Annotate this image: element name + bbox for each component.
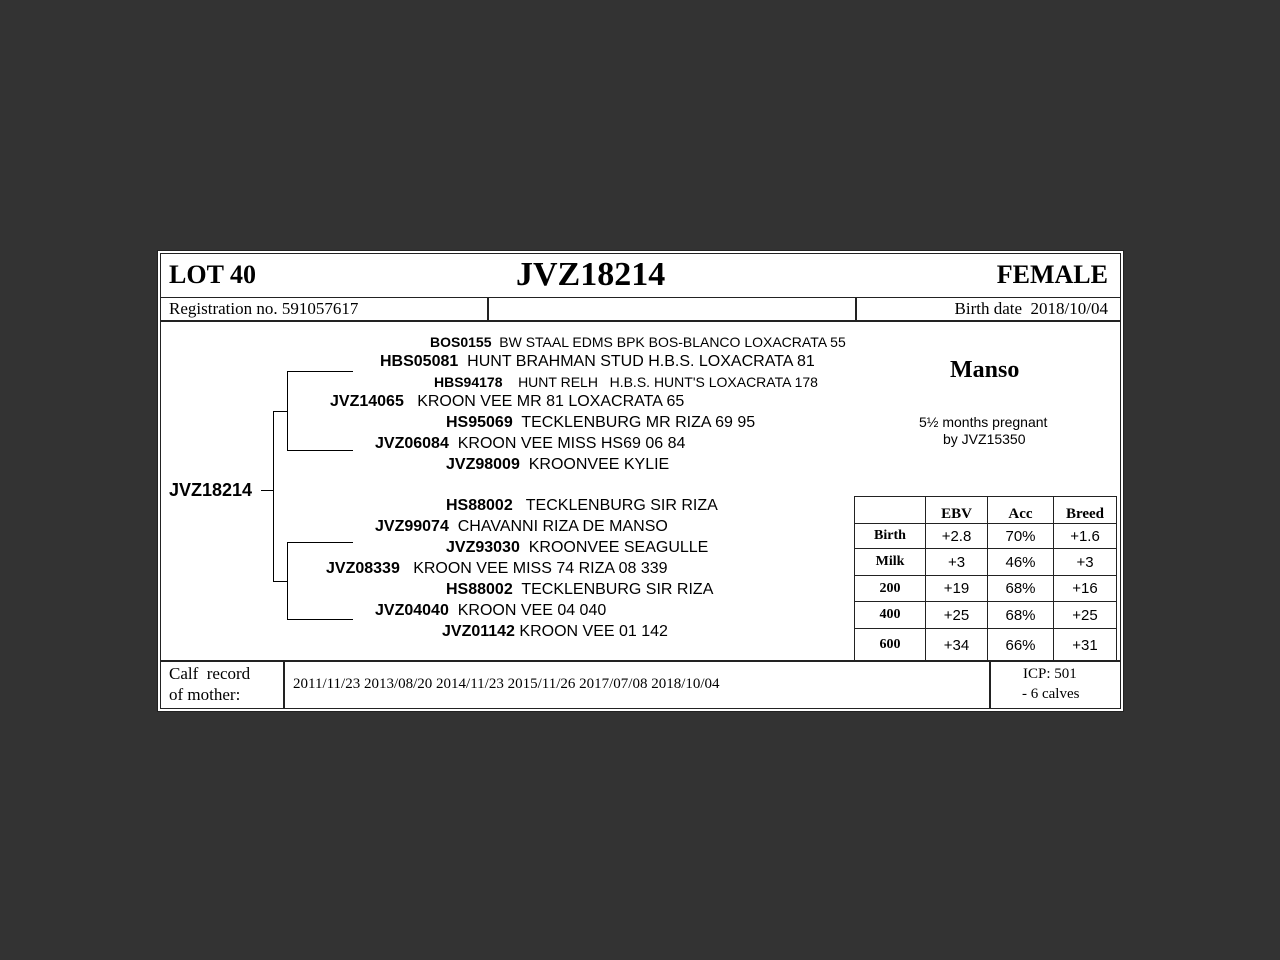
breed-value: +3 — [1054, 549, 1117, 576]
pedigree-code: JVZ93030 — [446, 539, 520, 556]
pedigree-name: TECKLENBURG MR RIZA 69 95 — [521, 414, 756, 431]
pedigree-code: HBS94178 — [434, 374, 503, 390]
pedigree-row — [330, 393, 684, 411]
table-row — [855, 576, 1117, 602]
table-row — [855, 549, 1117, 576]
breed-value: +31 — [1054, 629, 1117, 662]
pedigree-row — [434, 374, 818, 390]
pedigree-row — [380, 353, 815, 371]
pedigree-row — [446, 456, 669, 474]
lot-number: LOT 40 — [169, 260, 256, 289]
pedigree-row — [446, 497, 718, 515]
table-row — [855, 602, 1117, 629]
bracket-line — [287, 450, 353, 451]
bracket-line — [287, 619, 353, 620]
pedigree-subject: JVZ18214 — [169, 480, 253, 500]
pedigree-code: JVZ04040 — [375, 602, 449, 619]
table-row — [855, 629, 1117, 662]
bracket-line — [273, 411, 287, 412]
birth-date: Birth date 2018/10/04 — [954, 299, 1108, 318]
ebv-table — [854, 496, 1117, 662]
calves-count: - 6 calves — [1022, 686, 1080, 702]
pedigree-row — [430, 334, 846, 350]
pedigree-code: JVZ08339 — [326, 560, 400, 577]
pedigree-row — [446, 581, 713, 599]
acc-value: 66% — [988, 629, 1054, 662]
row-label: Birth — [855, 524, 926, 549]
registration-number: Registration no. 591057617 — [169, 299, 359, 318]
sire-note: by JVZ15350 — [943, 431, 1026, 447]
pedigree-code: JVZ99074 — [375, 518, 449, 535]
pedigree-code: HBS05081 — [380, 353, 459, 370]
acc-value: 68% — [988, 576, 1054, 602]
bracket-line — [287, 371, 288, 451]
ebv-value: +19 — [926, 576, 988, 602]
pedigree-code: BOS0155 — [430, 334, 492, 350]
pedigree-row — [442, 623, 668, 641]
ebv-value: +34 — [926, 629, 988, 662]
pedigree-name: HUNT RELH H.B.S. HUNT'S LOXACRATA 178 — [518, 374, 818, 390]
pedigree-code: HS88002 — [446, 581, 513, 598]
ebv-column-header: EBV — [926, 497, 988, 524]
pedigree-row — [446, 414, 755, 432]
row-label: 600 — [855, 629, 926, 662]
notes-title: Manso — [950, 357, 1020, 383]
pedigree-name: BW STAAL EDMS BPK BOS-BLANCO LOXACRATA 55 — [499, 334, 846, 350]
calf-record-dates: 2011/11/23 2013/08/20 2014/11/23 2015/11/26 2017/07/08 2018/10/04 — [293, 676, 720, 692]
pedigree-row — [326, 560, 668, 578]
breed-column-header: Breed — [1054, 497, 1117, 524]
acc-value: 46% — [988, 549, 1054, 576]
acc-value: 68% — [988, 602, 1054, 629]
acc-value: 70% — [988, 524, 1054, 549]
pedigree-row — [375, 518, 668, 536]
bracket-line — [273, 411, 274, 581]
animal-id-title: JVZ18214 — [516, 256, 666, 293]
calf-record-label: Calf record — [169, 664, 251, 683]
pedigree-row — [375, 435, 685, 453]
icp-value: ICP: 501 — [1023, 666, 1077, 682]
pedigree-name: KROON VEE MISS HS69 06 84 — [457, 435, 686, 452]
bracket-line — [287, 542, 288, 620]
pedigree-code: JVZ06084 — [375, 435, 449, 452]
pedigree-code: JVZ01142 — [442, 623, 515, 640]
blank-cell — [488, 297, 856, 321]
sex-label: FEMALE — [996, 260, 1108, 289]
ebv-corner-cell — [855, 497, 926, 524]
pedigree-code: JVZ14065 — [330, 393, 404, 410]
pedigree-name: KROON VEE 04 040 — [457, 602, 607, 619]
pedigree-code: HS88002 — [446, 497, 513, 514]
pregnancy-note: 5½ months pregnant — [919, 414, 1048, 430]
bracket-line — [287, 542, 353, 543]
pedigree-name: KROON VEE 01 142 — [519, 623, 668, 640]
pedigree-name: KROON VEE MISS 74 RIZA 08 339 — [413, 560, 668, 577]
pedigree-name: CHAVANNI RIZA DE MANSO — [457, 518, 668, 535]
table-row — [855, 524, 1117, 549]
pedigree-name: TECKLENBURG SIR RIZA — [525, 497, 718, 514]
ebv-header-row — [855, 497, 1117, 524]
pedigree-code: JVZ98009 — [446, 456, 520, 473]
pedigree-name: KROONVEE KYLIE — [528, 456, 670, 473]
lot-card — [157, 250, 1124, 712]
pedigree-name: KROON VEE MR 81 LOXACRATA 65 — [417, 393, 685, 410]
row-label: Milk — [855, 549, 926, 576]
pedigree-name: HUNT BRAHMAN STUD H.B.S. LOXACRATA 81 — [467, 353, 815, 370]
row-label: 400 — [855, 602, 926, 629]
pedigree-name: KROONVEE SEAGULLE — [528, 539, 709, 556]
breed-value: +25 — [1054, 602, 1117, 629]
calf-record-label-2: of mother: — [169, 685, 241, 704]
pedigree-name: TECKLENBURG SIR RIZA — [521, 581, 714, 598]
bracket-line — [287, 371, 353, 372]
acc-column-header: Acc — [988, 497, 1054, 524]
bracket-line — [273, 581, 287, 582]
ebv-value: +3 — [926, 549, 988, 576]
breed-value: +16 — [1054, 576, 1117, 602]
row-label: 200 — [855, 576, 926, 602]
ebv-value: +25 — [926, 602, 988, 629]
pedigree-row — [446, 539, 708, 557]
pedigree-row — [375, 602, 606, 620]
ebv-value: +2.8 — [926, 524, 988, 549]
breed-value: +1.6 — [1054, 524, 1117, 549]
bracket-line — [261, 490, 273, 491]
pedigree-code: HS95069 — [446, 414, 513, 431]
